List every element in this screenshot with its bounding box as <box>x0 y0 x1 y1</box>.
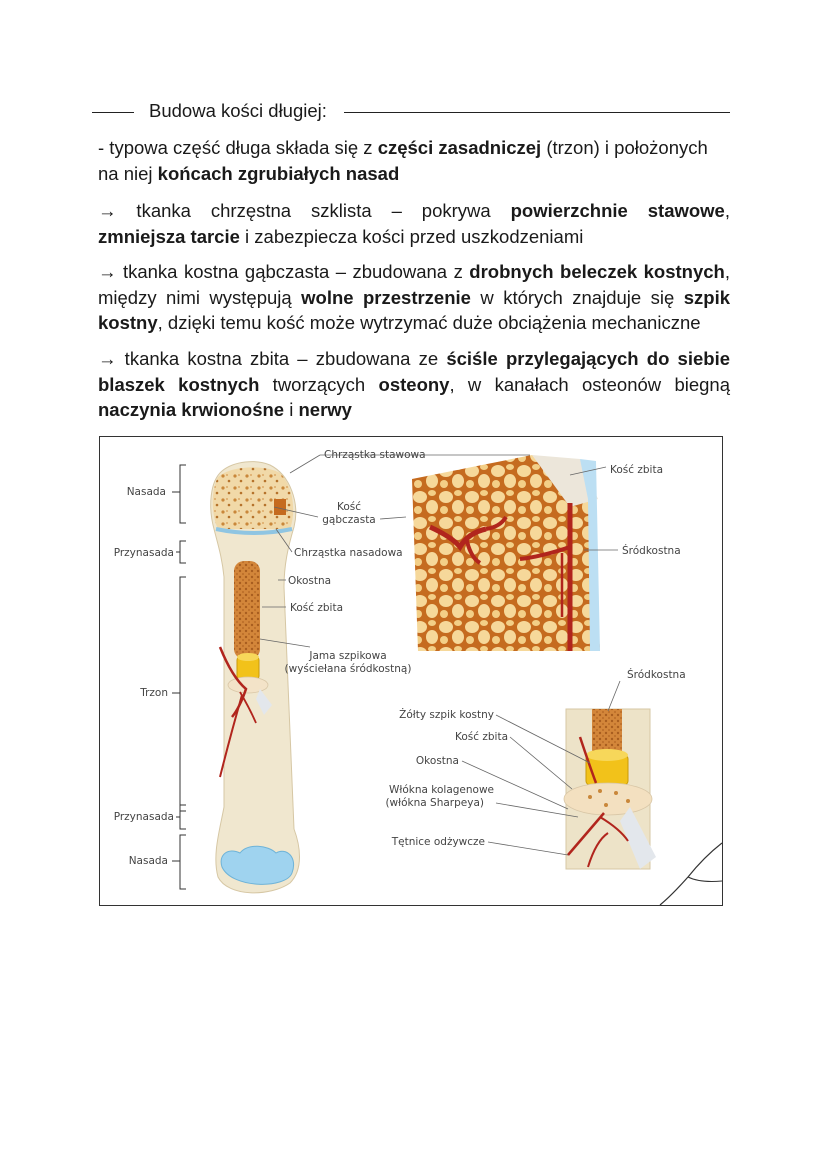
label-kosc-gabczasta-2: gąbczasta <box>322 514 376 526</box>
paragraph-compact-bone <box>98 346 730 423</box>
label-tetnice: Tętnice odżywcze <box>391 836 485 848</box>
label-wlokna-1: Włókna kolagenowe <box>388 784 494 796</box>
label-chrzastka-nasadowa: Chrząstka nasadowa <box>294 547 403 559</box>
section-heading <box>92 98 730 126</box>
paragraph-line: na niej końcach zgrubiałych nasad <box>98 162 400 184</box>
paragraph-line: → tkanka kostna zbita – zbudowana ze ściśle przylegających do siebie <box>98 348 731 369</box>
left-brackets <box>172 465 186 889</box>
label-okostna-inset: Okostna <box>415 755 459 767</box>
label-chrzastka-stawowa: Chrząstka stawowa <box>324 449 426 461</box>
label-kosc-zbita-inset: Kość zbita <box>454 731 508 743</box>
label-przynasada-top: Przynasada <box>113 547 174 559</box>
label-wlokna-2: (włókna Sharpeya) <box>385 797 484 809</box>
label-nasada-top: Nasada <box>126 486 166 498</box>
label-jama-szpikowa-1: Jama szpikowa <box>309 650 387 662</box>
heading-rule-right <box>344 112 730 113</box>
bone-diagram-svg <box>100 437 722 905</box>
label-nasada-bottom: Nasada <box>128 855 168 867</box>
label-jama-szpikowa-2: (wyściełana śródkostną) <box>284 663 412 675</box>
paragraph-line: blaszek kostnych tworzących osteony, w kanałach osteonów biegną <box>98 373 731 395</box>
bone-diagram <box>99 436 723 906</box>
page-curl <box>660 843 722 905</box>
paragraph-hyaline-cartilage <box>98 198 730 249</box>
paragraph-line: zmniejsza tarcie i zabezpiecza kości przed uszkodzeniami <box>98 225 584 247</box>
label-kosc-zbita-detail: Kość zbita <box>610 464 664 476</box>
paragraph-line: naczynia krwionośne i nerwy <box>98 399 352 420</box>
spongy-detail <box>412 455 600 651</box>
long-bone <box>211 462 300 893</box>
paragraph-line: → tkanka chrzęstna szklista – pokrywa powierzchnie stawowe, <box>98 200 730 221</box>
paragraph-line: - typowa część długa składa się z części zasadniczej (trzon) i położonych <box>98 137 708 158</box>
paragraph-line: kostny, dzięki temu kość może wytrzymać duże obciążenia mechaniczne <box>98 312 701 333</box>
label-kosc-gabczasta-1: Kość <box>336 501 362 513</box>
label-przynasada-bottom: Przynasada <box>113 811 174 823</box>
paragraph-structure <box>98 135 730 186</box>
label-trzon: Trzon <box>140 687 168 699</box>
paragraph-spongy-bone <box>98 259 730 336</box>
paragraph-line: między nimi występują wolne przestrzenie w których znajduje się szpik <box>98 286 731 308</box>
label-kosc-zbita: Kość zbita <box>290 602 344 614</box>
heading-rule-left <box>92 112 134 113</box>
label-srodkostna-inset: Śródkostna <box>627 669 686 681</box>
label-srodkostna-detail: Śródkostna <box>622 545 681 557</box>
paragraph-line: → tkanka kostna gąbczasta – zbudowana z drobnych beleczek kostnych, <box>98 261 731 282</box>
label-zolty-szpik: Żółty szpik kostny <box>399 709 494 721</box>
page-title: Budowa kości długiej: <box>149 100 327 121</box>
label-okostna: Okostna <box>288 575 332 587</box>
shaft-inset <box>564 709 656 869</box>
